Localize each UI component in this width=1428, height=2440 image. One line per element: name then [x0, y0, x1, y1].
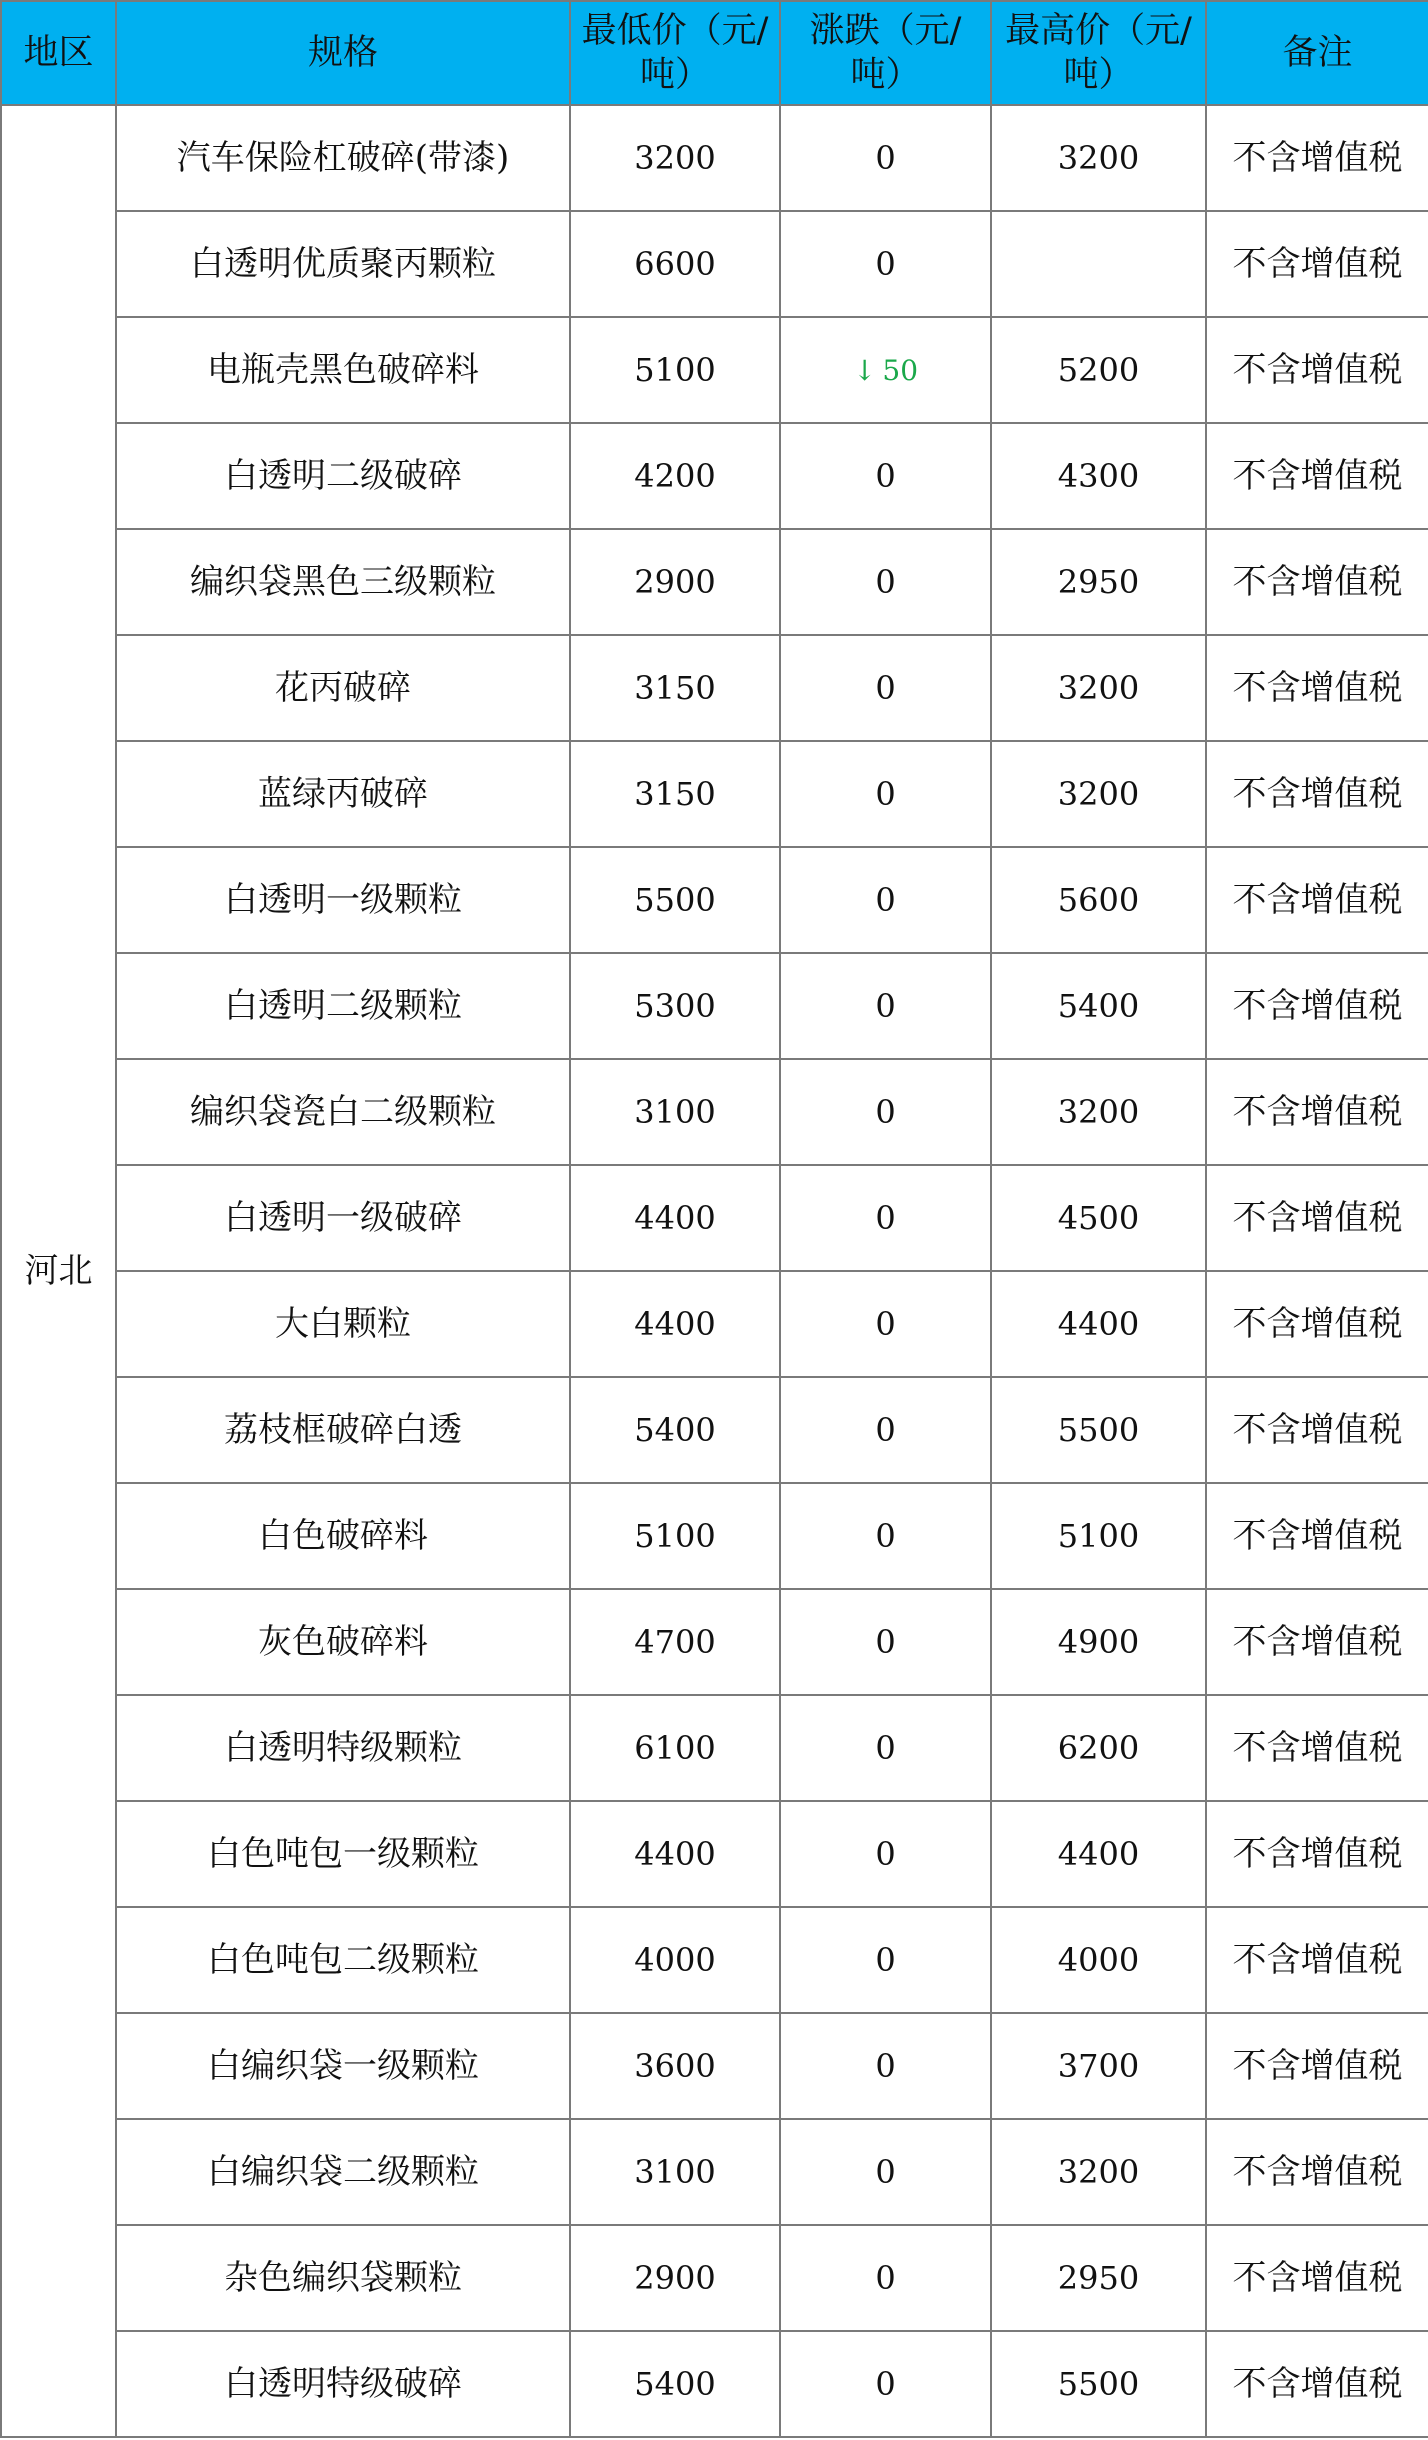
spec-cell: 白编织袋一级颗粒	[116, 2013, 570, 2119]
note-cell: 不含增值税	[1206, 847, 1428, 953]
down-arrow-icon: ↓	[852, 354, 877, 387]
table-row	[1, 741, 1428, 847]
max-price-cell: 4900	[991, 1589, 1206, 1695]
change-cell: 0	[780, 1589, 991, 1695]
min-price-cell: 3150	[570, 635, 780, 741]
min-price-cell: 3100	[570, 1059, 780, 1165]
note-cell: 不含增值税	[1206, 1483, 1428, 1589]
min-price-cell: 4400	[570, 1165, 780, 1271]
note-cell: 不含增值税	[1206, 1907, 1428, 2013]
spec-cell: 编织袋瓷白二级颗粒	[116, 1059, 570, 1165]
change-cell: 0	[780, 2013, 991, 2119]
min-price-cell: 5400	[570, 1377, 780, 1483]
min-price-cell: 2900	[570, 2225, 780, 2331]
change-cell: 0	[780, 1907, 991, 2013]
spec-cell: 大白颗粒	[116, 1271, 570, 1377]
spec-cell: 白透明优质聚丙颗粒	[116, 211, 570, 317]
table-row	[1, 211, 1428, 317]
spec-cell: 白透明一级破碎	[116, 1165, 570, 1271]
table-body	[1, 105, 1428, 2437]
header-change: 涨跌（元/吨）	[780, 1, 991, 105]
spec-cell: 电瓶壳黑色破碎料	[116, 317, 570, 423]
spec-cell: 蓝绿丙破碎	[116, 741, 570, 847]
max-price-cell: 3200	[991, 2119, 1206, 2225]
table-row	[1, 1483, 1428, 1589]
change-cell: 0	[780, 2225, 991, 2331]
note-cell: 不含增值税	[1206, 953, 1428, 1059]
header-row	[1, 1, 1428, 105]
table-row	[1, 1801, 1428, 1907]
spec-cell: 白色破碎料	[116, 1483, 570, 1589]
note-cell: 不含增值税	[1206, 1165, 1428, 1271]
table-row	[1, 105, 1428, 211]
header-note: 备注	[1206, 1, 1428, 105]
note-cell: 不含增值税	[1206, 1271, 1428, 1377]
table-row	[1, 1589, 1428, 1695]
price-drop-indicator	[853, 354, 918, 387]
spec-cell: 花丙破碎	[116, 635, 570, 741]
max-price-cell: 2950	[991, 529, 1206, 635]
table-row	[1, 423, 1428, 529]
min-price-cell: 4200	[570, 423, 780, 529]
spec-cell: 白编织袋二级颗粒	[116, 2119, 570, 2225]
min-price-cell: 6600	[570, 211, 780, 317]
note-cell: 不含增值税	[1206, 1059, 1428, 1165]
max-price-cell: 6200	[991, 1695, 1206, 1801]
spec-cell: 编织袋黑色三级颗粒	[116, 529, 570, 635]
note-cell: 不含增值税	[1206, 211, 1428, 317]
max-price-cell: 3700	[991, 2013, 1206, 2119]
spec-cell: 白色吨包二级颗粒	[116, 1907, 570, 2013]
min-price-cell: 5500	[570, 847, 780, 953]
change-cell: 0	[780, 1695, 991, 1801]
table-row	[1, 2119, 1428, 2225]
max-price-cell: 2950	[991, 2225, 1206, 2331]
table-row	[1, 1271, 1428, 1377]
note-cell: 不含增值税	[1206, 2119, 1428, 2225]
max-price-cell: 5200	[991, 317, 1206, 423]
min-price-cell: 6100	[570, 1695, 780, 1801]
max-price-cell: 5500	[991, 1377, 1206, 1483]
table-header	[1, 1, 1428, 105]
table-row	[1, 529, 1428, 635]
max-price-cell: 4000	[991, 1907, 1206, 2013]
min-price-cell: 5300	[570, 953, 780, 1059]
table-row	[1, 635, 1428, 741]
region-cell: 河北	[1, 105, 116, 2437]
max-price-cell: 5500	[991, 2331, 1206, 2437]
note-cell: 不含增值税	[1206, 1589, 1428, 1695]
table-row	[1, 2013, 1428, 2119]
max-price-cell: 5400	[991, 953, 1206, 1059]
table-row	[1, 1059, 1428, 1165]
note-cell: 不含增值税	[1206, 2331, 1428, 2437]
table-row	[1, 1907, 1428, 2013]
min-price-cell: 4400	[570, 1271, 780, 1377]
min-price-cell: 3150	[570, 741, 780, 847]
change-cell: 0	[780, 2331, 991, 2437]
spec-cell: 杂色编织袋颗粒	[116, 2225, 570, 2331]
change-cell: 0	[780, 1801, 991, 1907]
max-price-cell: 4500	[991, 1165, 1206, 1271]
min-price-cell: 5100	[570, 317, 780, 423]
change-cell: 0	[780, 1483, 991, 1589]
change-cell: 0	[780, 635, 991, 741]
table-row	[1, 1695, 1428, 1801]
max-price-cell: 5100	[991, 1483, 1206, 1589]
note-cell: 不含增值税	[1206, 423, 1428, 529]
change-cell: 0	[780, 1377, 991, 1483]
max-price-cell: 4400	[991, 1271, 1206, 1377]
note-cell: 不含增值税	[1206, 105, 1428, 211]
note-cell: 不含增值税	[1206, 529, 1428, 635]
change-value: 50	[882, 354, 919, 387]
note-cell: 不含增值税	[1206, 2225, 1428, 2331]
min-price-cell: 3600	[570, 2013, 780, 2119]
spec-cell: 白透明特级破碎	[116, 2331, 570, 2437]
spec-cell: 白色吨包一级颗粒	[116, 1801, 570, 1907]
min-price-cell: 4400	[570, 1801, 780, 1907]
min-price-cell: 3200	[570, 105, 780, 211]
note-cell: 不含增值税	[1206, 2013, 1428, 2119]
table-row	[1, 1165, 1428, 1271]
max-price-cell: 3200	[991, 105, 1206, 211]
min-price-cell: 5400	[570, 2331, 780, 2437]
change-cell: 0	[780, 529, 991, 635]
max-price-cell: 4400	[991, 1801, 1206, 1907]
table-row	[1, 317, 1428, 423]
min-price-cell: 5100	[570, 1483, 780, 1589]
max-price-cell: 3200	[991, 1059, 1206, 1165]
table-row	[1, 2225, 1428, 2331]
min-price-cell: 2900	[570, 529, 780, 635]
change-cell: 0	[780, 423, 991, 529]
note-cell: 不含增值税	[1206, 1695, 1428, 1801]
spec-cell: 荔枝框破碎白透	[116, 1377, 570, 1483]
change-cell: 0	[780, 741, 991, 847]
min-price-cell: 4700	[570, 1589, 780, 1695]
header-spec: 规格	[116, 1, 570, 105]
spec-cell: 灰色破碎料	[116, 1589, 570, 1695]
note-cell: 不含增值税	[1206, 1377, 1428, 1483]
change-cell: 0	[780, 1165, 991, 1271]
max-price-cell: 4300	[991, 423, 1206, 529]
note-cell: 不含增值税	[1206, 741, 1428, 847]
table-row	[1, 847, 1428, 953]
header-min-price: 最低价（元/吨）	[570, 1, 780, 105]
change-cell: 0	[780, 953, 991, 1059]
change-cell: 0	[780, 1059, 991, 1165]
note-cell: 不含增值税	[1206, 317, 1428, 423]
change-cell	[780, 317, 991, 423]
table-row	[1, 2331, 1428, 2437]
change-cell: 0	[780, 2119, 991, 2225]
change-cell: 0	[780, 847, 991, 953]
spec-cell: 白透明二级颗粒	[116, 953, 570, 1059]
change-cell: 0	[780, 105, 991, 211]
min-price-cell: 4000	[570, 1907, 780, 2013]
note-cell: 不含增值税	[1206, 1801, 1428, 1907]
spec-cell: 白透明特级颗粒	[116, 1695, 570, 1801]
min-price-cell: 3100	[570, 2119, 780, 2225]
max-price-cell: 5600	[991, 847, 1206, 953]
spec-cell: 汽车保险杠破碎(带漆)	[116, 105, 570, 211]
change-cell: 0	[780, 211, 991, 317]
table-row	[1, 1377, 1428, 1483]
table-row	[1, 953, 1428, 1059]
max-price-cell	[991, 211, 1206, 317]
note-cell: 不含增值税	[1206, 635, 1428, 741]
spec-cell: 白透明二级破碎	[116, 423, 570, 529]
header-max-price: 最高价（元/吨）	[991, 1, 1206, 105]
header-region: 地区	[1, 1, 116, 105]
max-price-cell: 3200	[991, 741, 1206, 847]
spec-cell: 白透明一级颗粒	[116, 847, 570, 953]
change-cell: 0	[780, 1271, 991, 1377]
max-price-cell: 3200	[991, 635, 1206, 741]
